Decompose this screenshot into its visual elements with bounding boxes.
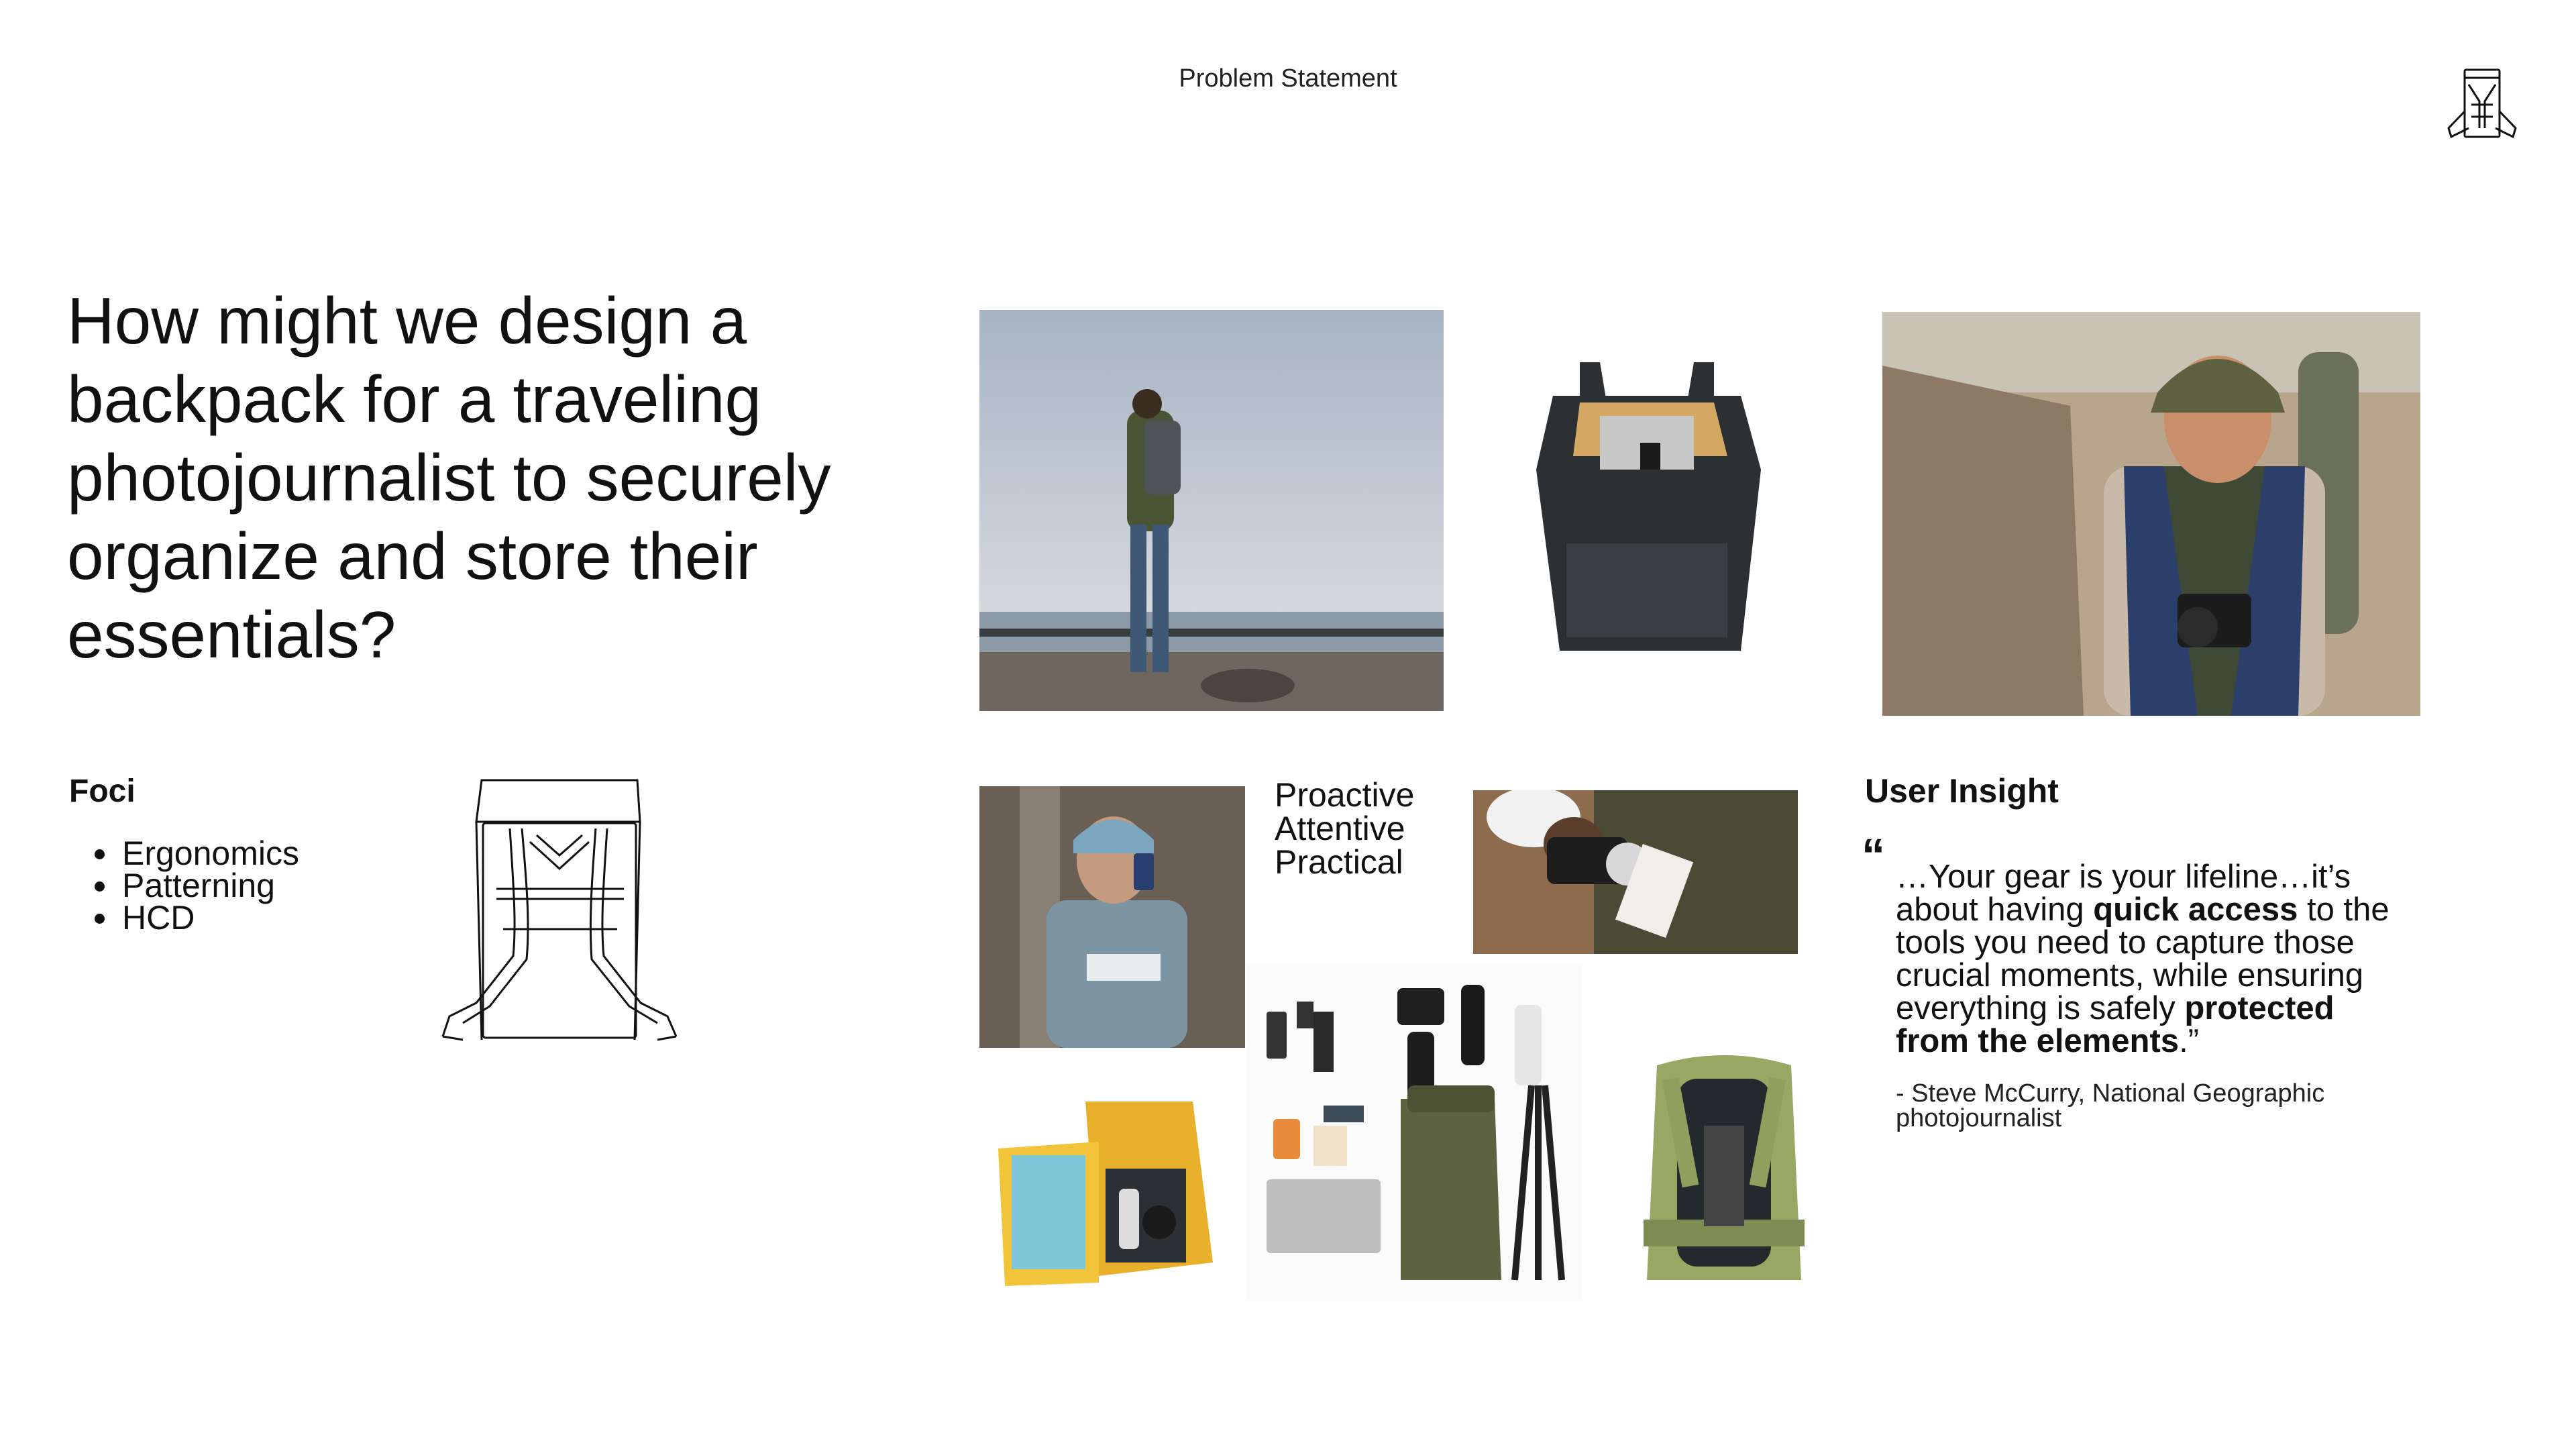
problem-statement-headline: How might we design a backpack for a traveling photojournalist to securely organize and store their essentials? — [67, 284, 831, 672]
foci-heading: Foci — [69, 773, 136, 809]
backpack-logo-icon — [2442, 64, 2522, 145]
photo-open-rolltop-backpack — [1506, 335, 1788, 671]
photo-press-vest-selfie — [979, 786, 1245, 1048]
design-value-item: Proactive — [1275, 776, 1415, 814]
quote-emphasis: protected from the elements — [1896, 990, 2334, 1059]
photo-photographer-on-pier — [979, 310, 1444, 711]
user-insight-heading: User Insight — [1865, 772, 2059, 810]
photo-green-backpack-back — [1630, 1052, 1818, 1300]
design-value-item: Attentive — [1275, 810, 1405, 847]
quote-text: .” — [2179, 1023, 2199, 1059]
quote-mark: “ — [1862, 829, 1885, 881]
quote-text: …Your gear is your lifeline…it’s about having — [1896, 859, 2351, 928]
backpack-sketch-illustration — [436, 775, 684, 1043]
foci-item: • Patterning — [119, 869, 299, 902]
page-header-title: Problem Statement — [1179, 64, 1397, 93]
quote-emphasis: quick access — [2093, 892, 2298, 928]
quote-text: to the tools you need to capture those crucial moments, while ensuring everything is safely — [1896, 892, 2390, 1026]
design-values-list — [1275, 778, 1414, 879]
foci-list — [67, 837, 299, 934]
user-insight-quote — [1896, 861, 2406, 1058]
foci-item: • Ergonomics — [119, 837, 299, 869]
foci-item: • HCD — [119, 902, 299, 934]
photo-photographer-shooting — [1473, 790, 1798, 954]
quote-attribution: - Steve McCurry, National Geographic photojournalist — [1896, 1079, 2325, 1132]
design-value-item: Practical — [1275, 843, 1403, 881]
photo-yellow-camera-backpack — [991, 1088, 1220, 1289]
photo-gear-flatlay — [1246, 965, 1582, 1300]
photo-war-photographer — [1882, 312, 2420, 716]
